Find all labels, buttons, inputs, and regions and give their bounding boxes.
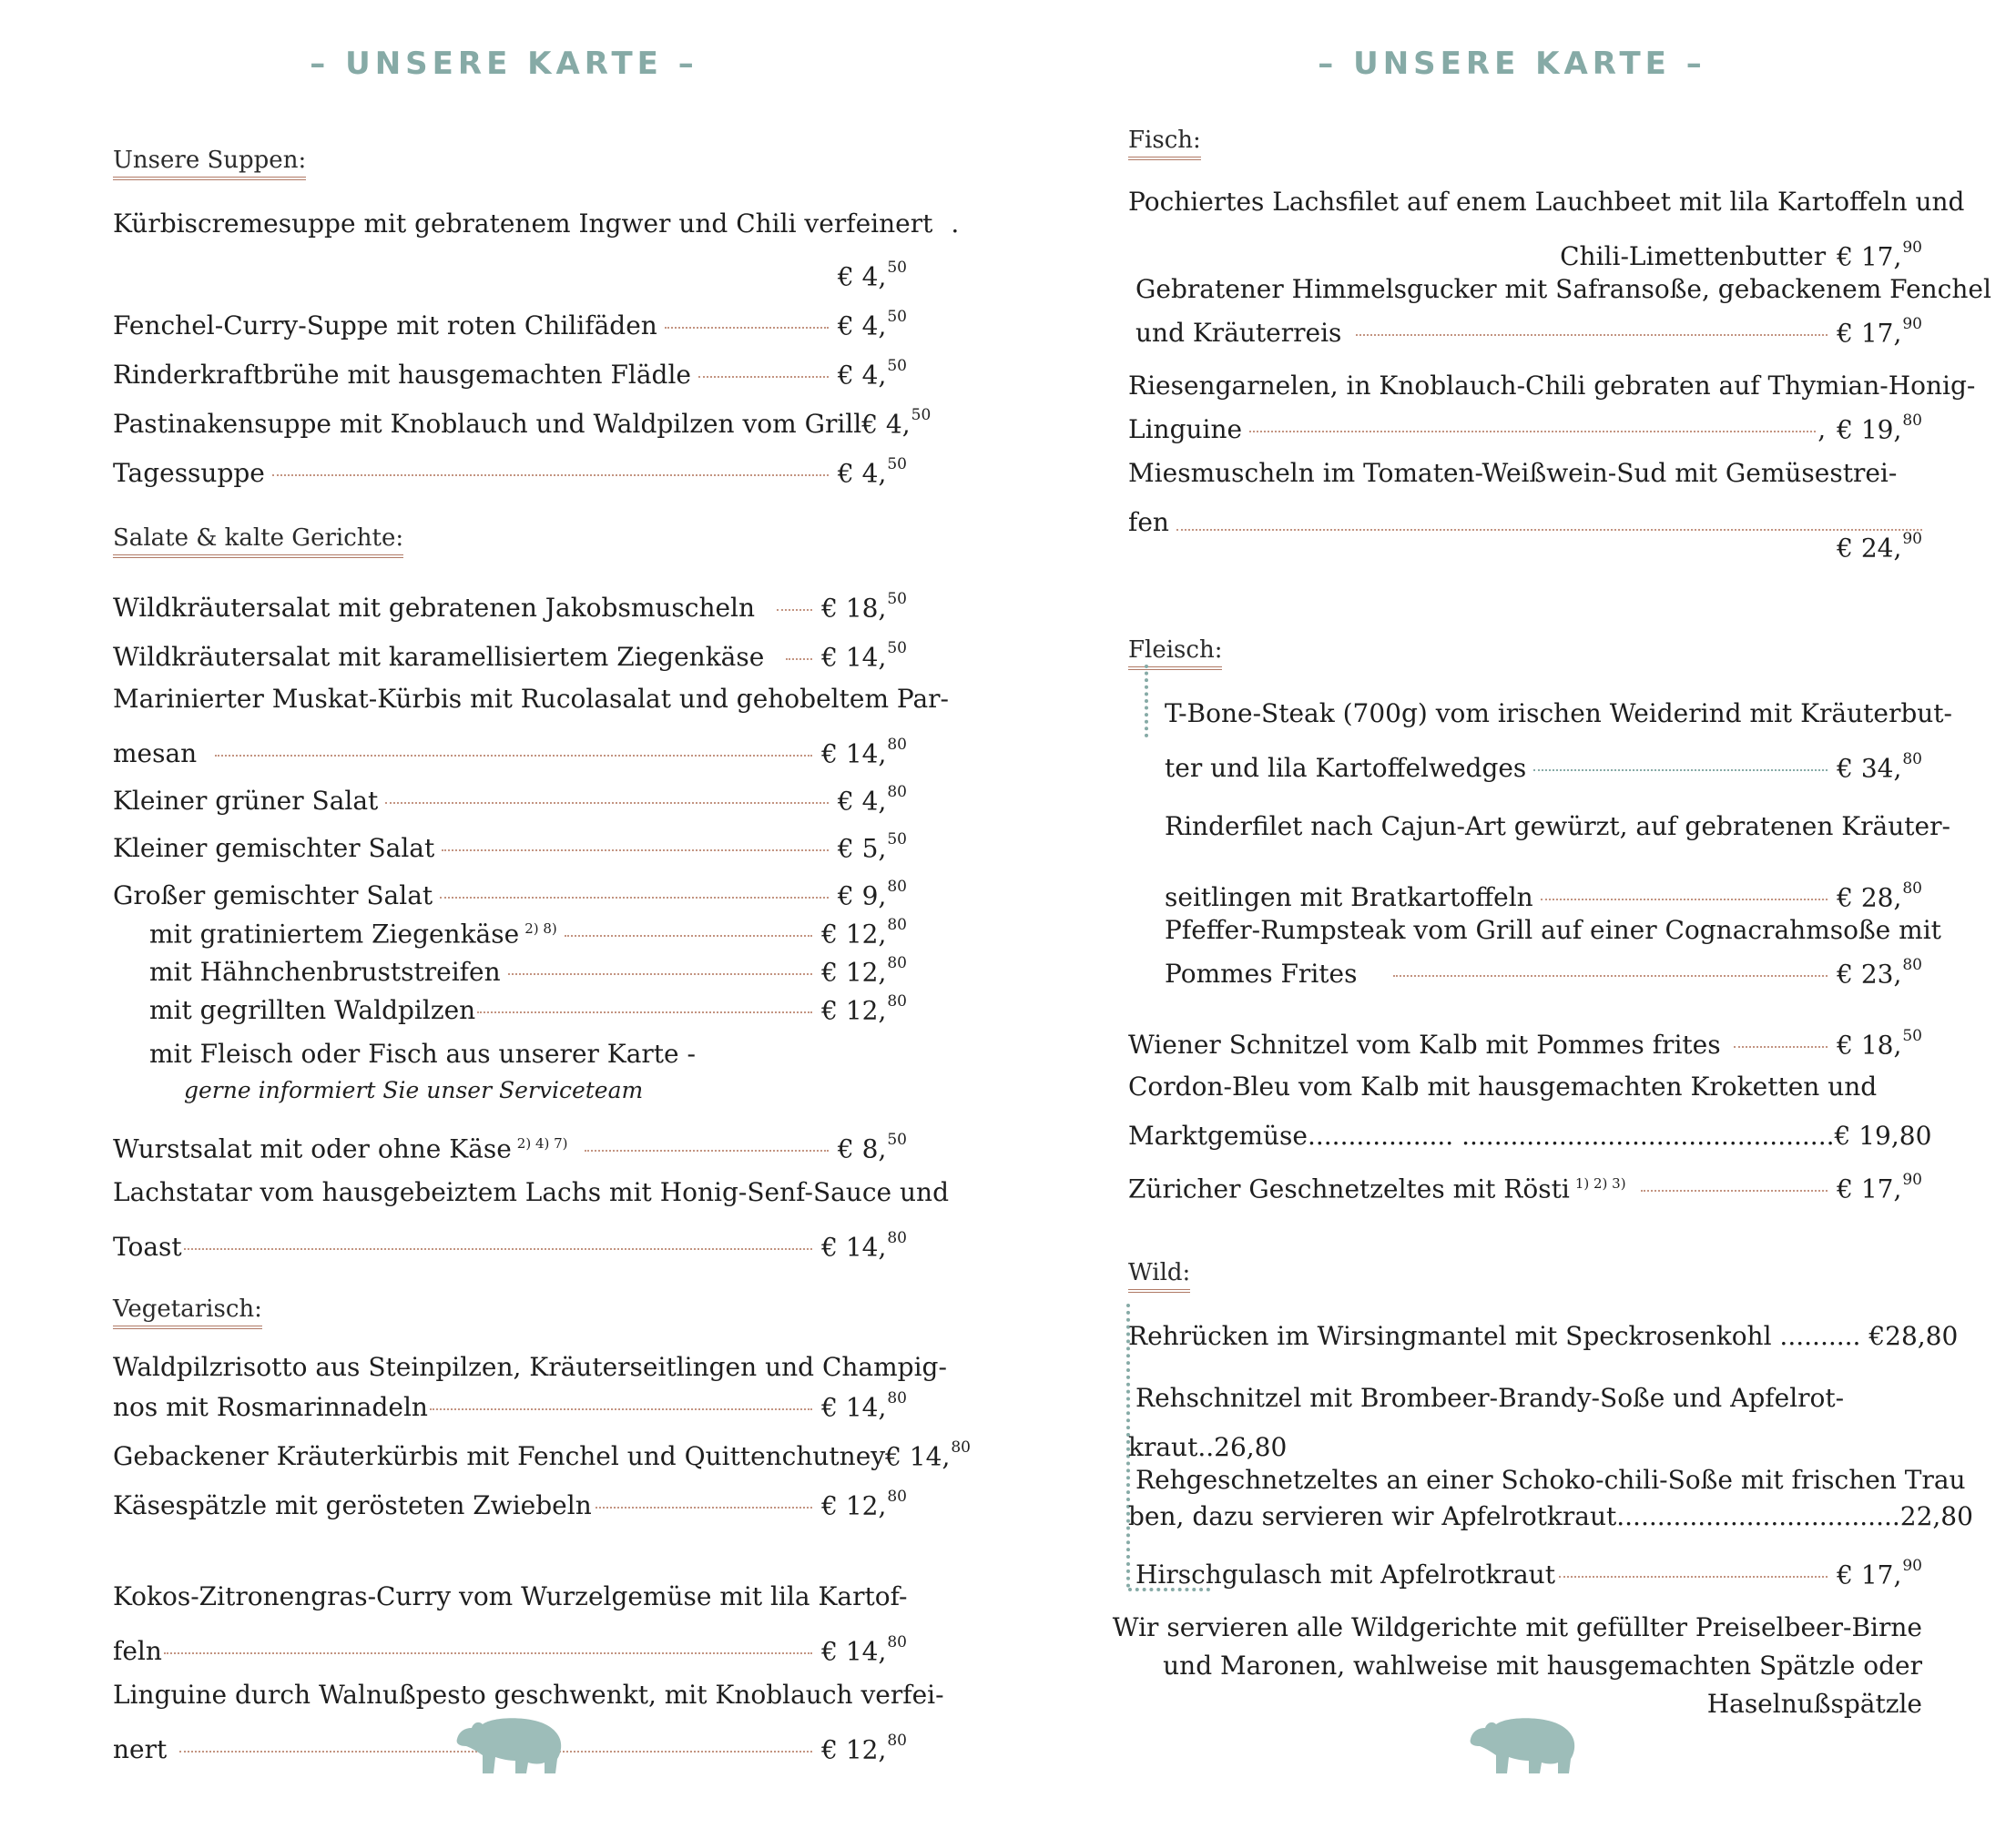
- item-name: fen: [1128, 507, 1169, 537]
- item-price: € 28,80: [1837, 879, 1922, 913]
- item-name: Rehgeschnetzeltes an einer Schoko-chili-Soße mit frischen Trau: [1135, 1465, 1966, 1495]
- item-name: und Kräuterreis: [1135, 318, 1342, 349]
- item-name: nert: [113, 1734, 168, 1765]
- dot-leader: [1356, 334, 1828, 336]
- item-name: feln: [113, 1636, 162, 1667]
- menu-item: [113, 302, 907, 339]
- dot-leader: [777, 609, 812, 611]
- item-price: € 12,80: [821, 1732, 907, 1765]
- menu-item: [113, 450, 907, 489]
- menu-item-line1: [1128, 271, 1991, 308]
- note-text: gerne informiert Sie unser Serviceteam: [184, 1077, 644, 1103]
- menu-item: [1128, 1021, 1922, 1061]
- item-name: Waldpilzrisotto aus Steinpilzen, Kräuterseitlingen und Champig-: [113, 1352, 947, 1382]
- menu-item: [113, 872, 907, 909]
- item-name: ter und lila Kartoffelwedges: [1165, 753, 1527, 784]
- item-price: € 14,80: [821, 736, 907, 769]
- item-name: Hirschgulasch mit Apfelrotkraut: [1135, 1560, 1555, 1590]
- item-price: € 23,80: [1837, 956, 1922, 990]
- menu-item: [1128, 1551, 1922, 1588]
- item-name: Kokos-Zitronengras-Curry vom Wurzelgemüse mit lila Kartof-: [113, 1581, 908, 1611]
- item-name: Züricher Geschnetzeltes mit Rösti $^{1) 2) 3)}$: [1128, 1174, 1626, 1204]
- item-name: Toast: [113, 1232, 182, 1263]
- menu-item-line1: [1128, 808, 1950, 845]
- menu-item-line2: [113, 1224, 907, 1263]
- item-name: seitlingen mit Bratkartoffeln: [1165, 882, 1533, 913]
- menu-item-option: [113, 910, 907, 950]
- wild-note-text: Wir servieren alle Wildgerichte mit gefüllter Preiselbeer-Birne: [1112, 1612, 1922, 1642]
- item-name: Rinderfilet nach Cajun-Art gewürzt, auf gebratenen Kräuter-: [1165, 811, 1950, 841]
- menu-item: [113, 777, 907, 817]
- item-price: € 14,80: [885, 1438, 971, 1472]
- menu-item: [113, 1482, 907, 1519]
- item-price: € 17,90: [1837, 239, 1922, 272]
- item-name: Lachstatar vom hausgebeiztem Lachs mit Honig-Senf-Sauce und: [113, 1177, 950, 1207]
- menu-item-line2: [1128, 310, 1922, 349]
- menu-page-right: [1008, 0, 2016, 1839]
- menu-item: [113, 351, 907, 391]
- item-name: Rinderkraftbrühe mit hausgemachten Flädle: [113, 360, 691, 391]
- wild-note-line: [1112, 1610, 1922, 1646]
- item-name: Pastinakensuppe mit Knoblauch und Waldpilzen vom Grill: [113, 409, 862, 440]
- item-price: € 14,80: [821, 1389, 907, 1423]
- bear-icon: [453, 1712, 566, 1777]
- menu-item-line1: [113, 1677, 944, 1713]
- page-title: – UNSERE KARTE –: [1318, 46, 1706, 82]
- menu-item: [113, 401, 932, 440]
- item-name: Gebackener Kräuterkürbis mit Fenchel und Quittenchutney: [113, 1441, 886, 1472]
- item-price: € 4,50: [837, 357, 907, 391]
- menu-item-line2: [1128, 1429, 1922, 1466]
- item-price: € 12,80: [821, 954, 907, 988]
- item-name: kraut..26,80: [1128, 1432, 1288, 1462]
- item-name: Rehschnitzel mit Brombeer-Brandy-Soße und Apfelrot-: [1135, 1383, 1845, 1413]
- dot-leader: [1734, 1046, 1828, 1048]
- wild-note-line: [1128, 1648, 1922, 1684]
- menu-item-line2: [1128, 1118, 1932, 1154]
- item-price: € 14,50: [821, 639, 907, 673]
- item-name: mit Fleisch oder Fisch aus unserer Karte -: [149, 1039, 696, 1069]
- item-price: € 19,80: [1837, 411, 1922, 445]
- dot-leader: [508, 973, 812, 975]
- menu-item-line1: [1128, 1380, 1922, 1417]
- dot-leader: [440, 897, 829, 899]
- menu-item-line1: [113, 1579, 907, 1615]
- item-name: Wildkräutersalat mit gebratenen Jakobsmuscheln: [113, 593, 756, 624]
- menu-item: [113, 584, 907, 624]
- menu-item-line2: [1128, 874, 1922, 913]
- dot-leader: [1393, 975, 1828, 977]
- item-name: Cordon-Bleu vom Kalb mit hausgemachten Kroketten und: [1128, 1072, 1878, 1102]
- item-price: € 4,50: [837, 455, 907, 489]
- item-price: € 12,80: [821, 992, 907, 1026]
- menu-item: [113, 634, 907, 673]
- item-name: Linguine durch Walnußpesto geschwenkt, mit Knoblauch verfei-: [113, 1680, 944, 1710]
- menu-item-line1: [113, 1349, 947, 1386]
- item-price: € 4,50: [861, 406, 932, 440]
- item-name: Riesengarnelen, in Knoblauch-Chili gebraten auf Thymian-Honig-: [1128, 371, 1976, 401]
- dot-leader: [477, 1011, 812, 1013]
- menu-item-line2: [113, 1628, 907, 1667]
- dot-leader: [442, 849, 829, 851]
- menu-item-line2: [113, 730, 907, 767]
- dot-leader: [385, 802, 829, 804]
- menu-item: [113, 206, 960, 242]
- dot-leader: [164, 1652, 812, 1654]
- item-name: Miesmuscheln im Tomaten-Weißwein-Sud mit Gemüsestrei-: [1128, 458, 1898, 488]
- section-heading-suppen: Unsere Suppen:: [113, 146, 306, 180]
- item-name: Linguine: [1128, 414, 1243, 445]
- dot-leader: [430, 1408, 812, 1410]
- item-name: Wiener Schnitzel vom Kalb mit Pommes frites: [1128, 1030, 1721, 1061]
- dot-leader: [596, 1507, 812, 1509]
- menu-item-line1: [1128, 912, 1941, 949]
- wild-note-text: und Maronen, wahlweise mit hausgemachten Spätzle oder: [1163, 1651, 1922, 1681]
- item-name: Pommes Frites: [1165, 959, 1358, 990]
- menu-item-price-row: [113, 253, 907, 290]
- item-name: Wildkräutersalat mit karamellisiertem Ziegenkäse: [113, 642, 765, 673]
- item-name: Gebratener Himmelsgucker mit Safransoße, gebackenem Fenchel: [1135, 274, 1991, 304]
- item-name: Großer gemischter Salat: [113, 880, 433, 911]
- menu-item: [113, 825, 907, 864]
- dot-leader: [184, 1248, 812, 1250]
- item-name: Pochiertes Lachsfilet auf enem Lauchbeet mit lila Kartoffeln und: [1128, 187, 1965, 217]
- dot-leader: [1249, 431, 1816, 432]
- item-price: € 4,50: [837, 259, 907, 292]
- item-price: € 18,50: [821, 590, 907, 624]
- item-price: € 18,50: [1837, 1027, 1922, 1061]
- item-name: mit Hähnchenbruststreifen: [149, 957, 501, 988]
- item-name: Tagessuppe: [113, 458, 265, 489]
- item-name: T-Bone-Steak (700g) vom irischen Weiderind mit Kräuterbut-: [1165, 698, 1952, 728]
- dot-leader: [665, 327, 829, 329]
- menu-item: [1128, 1318, 1959, 1355]
- menu-item: [113, 1433, 971, 1472]
- item-price: € 4,80: [837, 783, 907, 817]
- bear-icon: [1467, 1712, 1580, 1777]
- item-name: mit gratiniertem Ziegenkäse $^{2) 8)}$: [149, 919, 557, 950]
- dot-leader: [1533, 769, 1828, 771]
- dot-leader: [786, 658, 812, 660]
- dot-leader: [272, 474, 829, 476]
- menu-item-line2: [1128, 406, 1922, 445]
- menu-item-line1: [1128, 696, 1952, 732]
- dot-leader: [1559, 1576, 1828, 1578]
- section-heading-salate: Salate & kalte Gerichte:: [113, 523, 403, 558]
- item-name: Pfeffer-Rumpsteak vom Grill auf einer Cognacrahmsoße mit: [1165, 915, 1941, 945]
- menu-item-line2: [1128, 1499, 1973, 1535]
- menu-item-line1: [1128, 1069, 1922, 1105]
- item-name: mesan: [113, 738, 198, 769]
- dot-leader: [1641, 1190, 1828, 1192]
- item-name: Kleiner gemischter Salat: [113, 833, 435, 864]
- item-price: € 14,80: [821, 1229, 907, 1263]
- item-price: € 24,90: [1837, 530, 1922, 564]
- menu-item: [113, 1125, 907, 1162]
- menu-item-line1: [1128, 184, 1965, 220]
- item-price: € 4,50: [837, 308, 907, 341]
- item-price: € 12,80: [821, 916, 907, 950]
- dot-leader: [585, 1150, 829, 1152]
- item-name: Chili-Limettenbutter: [1560, 241, 1827, 272]
- item-price: € 17,90: [1837, 315, 1922, 349]
- menu-item-line2: [113, 1384, 907, 1423]
- menu-item-option: [113, 1036, 907, 1072]
- item-price: € 34,80: [1837, 750, 1922, 784]
- menu-item-line1: [113, 681, 950, 717]
- right-column: [1112, 0, 1991, 1839]
- menu-item-line1: [1128, 1462, 1966, 1499]
- item-price: € 12,80: [821, 1488, 907, 1521]
- menu-item-line1: [113, 1174, 950, 1211]
- item-name: Marinierter Muskat-Kürbis mit Rucolasalat und gehobeltem Par-: [113, 684, 950, 714]
- wild-note-text: Haselnußspätzle: [1706, 1689, 1922, 1719]
- item-name: Kürbiscremesuppe mit gebratenem Ingwer und Chili verfeinert: [113, 208, 933, 239]
- menu-note: [113, 1072, 907, 1109]
- menu-item-line1: [1128, 455, 1922, 492]
- dot-leader: [698, 376, 829, 378]
- item-name: Fenchel-Curry-Suppe mit roten Chilifäden: [113, 310, 657, 341]
- menu-item-option: [113, 987, 907, 1026]
- menu-item-line2: [1128, 745, 1922, 784]
- section-heading-fleisch: Fleisch:: [1128, 635, 1222, 670]
- menu-item-line1: [1128, 368, 1976, 404]
- item-price: € 8,50: [837, 1131, 907, 1164]
- section-heading-vegetarisch: Vegetarisch:: [113, 1295, 262, 1329]
- item-price: € 17,90: [1837, 1171, 1922, 1204]
- dot-leader: [1541, 899, 1828, 900]
- dot-leader: [565, 935, 812, 937]
- section-heading-fisch: Fisch:: [1128, 126, 1201, 160]
- item-name: Kleiner grüner Salat: [113, 786, 379, 817]
- item-name: Wurstsalat mit oder ohne Käse $^{2) 4) 7)}$: [113, 1133, 568, 1164]
- item-trail: .: [951, 208, 960, 239]
- menu-item-line2: [1128, 950, 1922, 990]
- item-price: € 17,90: [1837, 1557, 1922, 1590]
- left-column: [113, 0, 971, 1839]
- page-title: – UNSERE KARTE –: [310, 46, 698, 82]
- item-name: Rehrücken im Wirsingmantel mit Speckrosenkohl .......... €28,80: [1128, 1321, 1959, 1351]
- item-price: € 14,80: [821, 1633, 907, 1667]
- item-trail: ,: [1817, 414, 1827, 445]
- item-name: Käsespätzle mit gerösteten Zwiebeln: [113, 1490, 592, 1521]
- dot-leader: [215, 755, 812, 757]
- item-name: Marktgemüse.................. ..............................................€ 19,80: [1128, 1121, 1932, 1151]
- section-heading-wild: Wild:: [1128, 1258, 1190, 1293]
- menu-item: [1128, 1165, 1922, 1202]
- menu-item-price-row: [1128, 524, 1922, 564]
- menu-item-line2: [1128, 233, 1922, 272]
- item-price: € 9,80: [837, 878, 907, 911]
- item-price: € 5,50: [837, 830, 907, 864]
- item-name: mit gegrillten Waldpilzen: [149, 995, 476, 1026]
- item-name: ben, dazu servieren wir Apfelrotkraut...................................22,80: [1128, 1501, 1973, 1531]
- menu-item-option: [113, 949, 907, 988]
- item-name: nos mit Rosmarinnadeln: [113, 1392, 428, 1423]
